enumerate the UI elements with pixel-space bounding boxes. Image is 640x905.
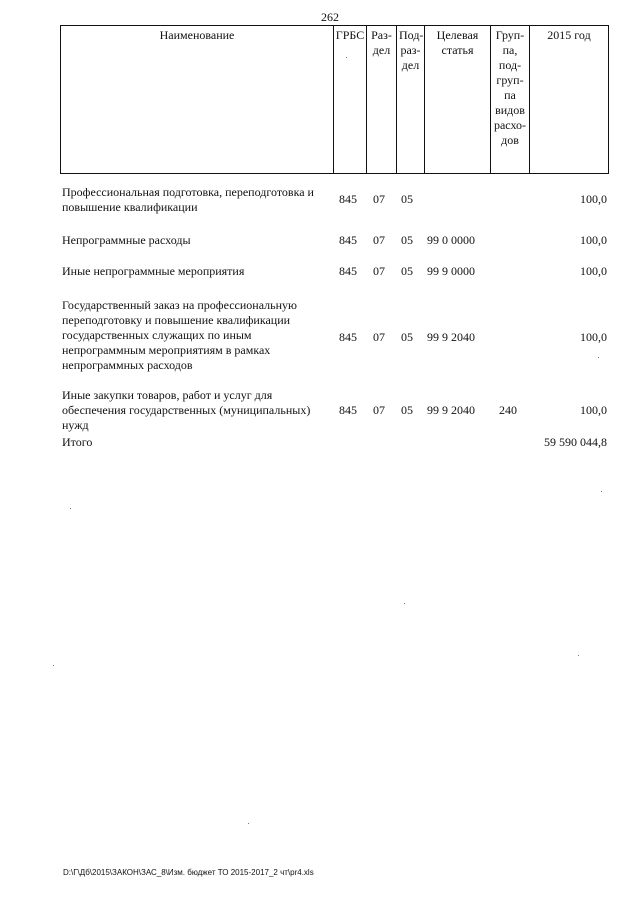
row-grbs: 845: [339, 403, 357, 417]
table-row: [62, 233, 607, 249]
total-label: Итого: [62, 435, 93, 449]
header-razdel-text: Раз-дел: [371, 28, 392, 57]
scan-speck: [346, 57, 347, 58]
row-amount: 100,0: [580, 264, 607, 278]
row-podrazdel: 05: [401, 192, 413, 206]
header-podrazdel: [396, 26, 424, 173]
row-name: Иные непрограммные мероприятия: [62, 264, 245, 278]
table-header: [60, 25, 609, 174]
header-razdel: [366, 26, 396, 173]
row-grbs: 845: [339, 233, 357, 247]
row-name: Иные закупки товаров, работ и услуг для обеспечения государственных (муниципальных) нужд: [62, 388, 311, 432]
table-row: [62, 264, 607, 280]
row-razdel: 07: [373, 192, 385, 206]
header-group: [490, 26, 529, 173]
row-razdel: 07: [373, 403, 385, 417]
table-row: [62, 298, 607, 376]
row-podrazdel: 05: [401, 264, 413, 278]
row-amount: 100,0: [580, 192, 607, 206]
row-razdel: 07: [373, 264, 385, 278]
scan-speck: [578, 655, 579, 656]
header-name: Наименование: [159, 28, 235, 42]
row-grbs: 845: [339, 330, 357, 344]
total-amount: 59 590 044,8: [544, 435, 607, 449]
row-podrazdel: 05: [401, 403, 413, 417]
row-target: 99 9 2040: [427, 330, 475, 344]
scan-speck: [248, 823, 249, 824]
scan-speck: [404, 603, 405, 604]
row-group: 240: [499, 403, 517, 417]
row-amount: 100,0: [580, 233, 607, 247]
row-razdel: 07: [373, 233, 385, 247]
header-podrazdel-text: Под-раз-дел: [399, 28, 424, 72]
row-amount: 100,0: [580, 403, 607, 417]
row-target: 99 9 0000: [427, 264, 475, 278]
header-target: Целевая статья: [424, 26, 490, 173]
header-group-text: Груп-па, под-груп-па видов расхо-дов: [493, 28, 527, 147]
row-podrazdel: 05: [401, 233, 413, 247]
row-grbs: 845: [339, 192, 357, 206]
scan-speck: [601, 491, 602, 492]
row-name: Профессиональная подготовка, переподготовка и повышение квалификации: [62, 185, 314, 214]
total-row: [62, 435, 607, 451]
row-target: 99 0 0000: [427, 233, 475, 247]
scan-speck: [53, 665, 54, 666]
table-row: [62, 388, 607, 434]
file-path-footer: D:\Г\Дб\2015\ЗАКОН\ЗАС_8\Изм. бюджет ТО 2015-2017_2 чт\pr4.xls: [63, 868, 314, 877]
row-name: Государственный заказ на профессиональную переподготовку и повышение квалификации государственных служащих по иным непрограммным мероприятиям в рамках непрограммных расходов: [62, 298, 297, 372]
row-razdel: 07: [373, 330, 385, 344]
row-grbs: 845: [339, 264, 357, 278]
header-grbs: ГРБС: [333, 26, 366, 173]
header-year: 2015 год: [529, 26, 608, 173]
row-name: Непрограммные расходы: [62, 233, 191, 247]
table-row: [62, 185, 607, 217]
scan-speck: [70, 508, 71, 509]
row-podrazdel: 05: [401, 330, 413, 344]
row-target: 99 9 2040: [427, 403, 475, 417]
row-amount: 100,0: [580, 330, 607, 344]
scan-speck: [598, 357, 599, 358]
page-number: 262: [321, 10, 339, 24]
